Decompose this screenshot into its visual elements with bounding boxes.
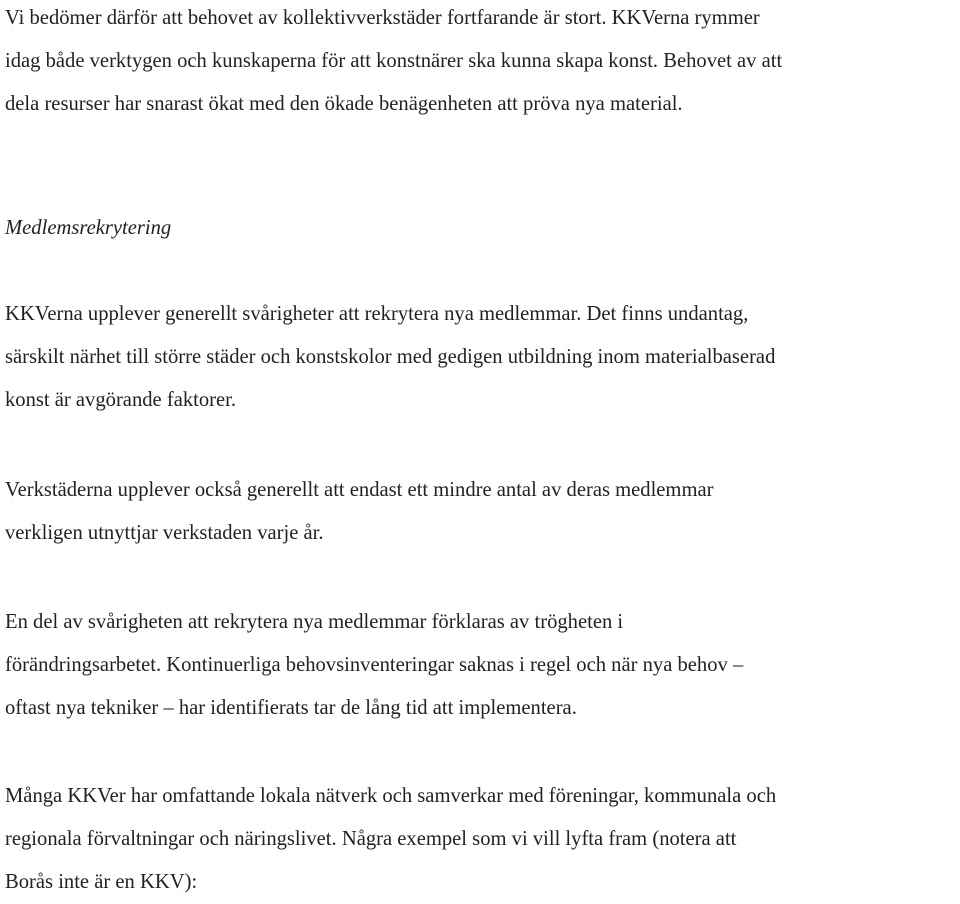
intro-paragraph: [5, 0, 782, 126]
text-line: regionala förvaltningar och näringslivet. Några exempel som vi vill lyfta fram (notera att: [5, 828, 737, 850]
section-heading: Medlemsrekrytering: [5, 217, 172, 239]
text-line: oftast nya tekniker – har identifierats tar de lång tid att implementera.: [5, 697, 577, 719]
text-line: särskilt närhet till större städer och konstskolor med gedigen utbildning inom materialbaserad: [5, 346, 776, 368]
text-line: dela resurser har snarast ökat med den ökade benägenheten att pröva nya material.: [5, 93, 683, 115]
body-paragraph-networks: [5, 775, 776, 904]
text-line: konst är avgörande faktorer.: [5, 389, 237, 411]
text-line: Vi bedömer därför att behovet av kollektivverkstäder fortfarande är stort. KKVerna rymmer: [5, 7, 760, 29]
text-line: Verkstäderna upplever också generellt att endast ett mindre antal av deras medlemmar: [5, 479, 714, 501]
text-line: Borås inte är en KKV):: [5, 871, 198, 893]
body-paragraph-inertia: [5, 601, 743, 730]
text-line: verkligen utnyttjar verkstaden varje år.: [5, 522, 324, 544]
text-line: idag både verktygen och kunskaperna för att konstnärer ska kunna skapa konst. Behovet av att: [5, 50, 783, 72]
text-line: förändringsarbetet. Kontinuerliga behovsinventeringar saknas i regel och när nya behov –: [5, 654, 744, 676]
body-paragraph-recruitment: [5, 293, 775, 422]
text-line: KKVerna upplever generellt svårigheter att rekrytera nya medlemmar. Det finns undantag,: [5, 303, 749, 325]
body-paragraph-workshop-usage: [5, 469, 713, 555]
text-line: En del av svårigheten att rekrytera nya medlemmar förklaras av trögheten i: [5, 611, 624, 633]
text-line: Många KKVer har omfattande lokala nätverk och samverkar med föreningar, kommunala och: [5, 785, 777, 807]
